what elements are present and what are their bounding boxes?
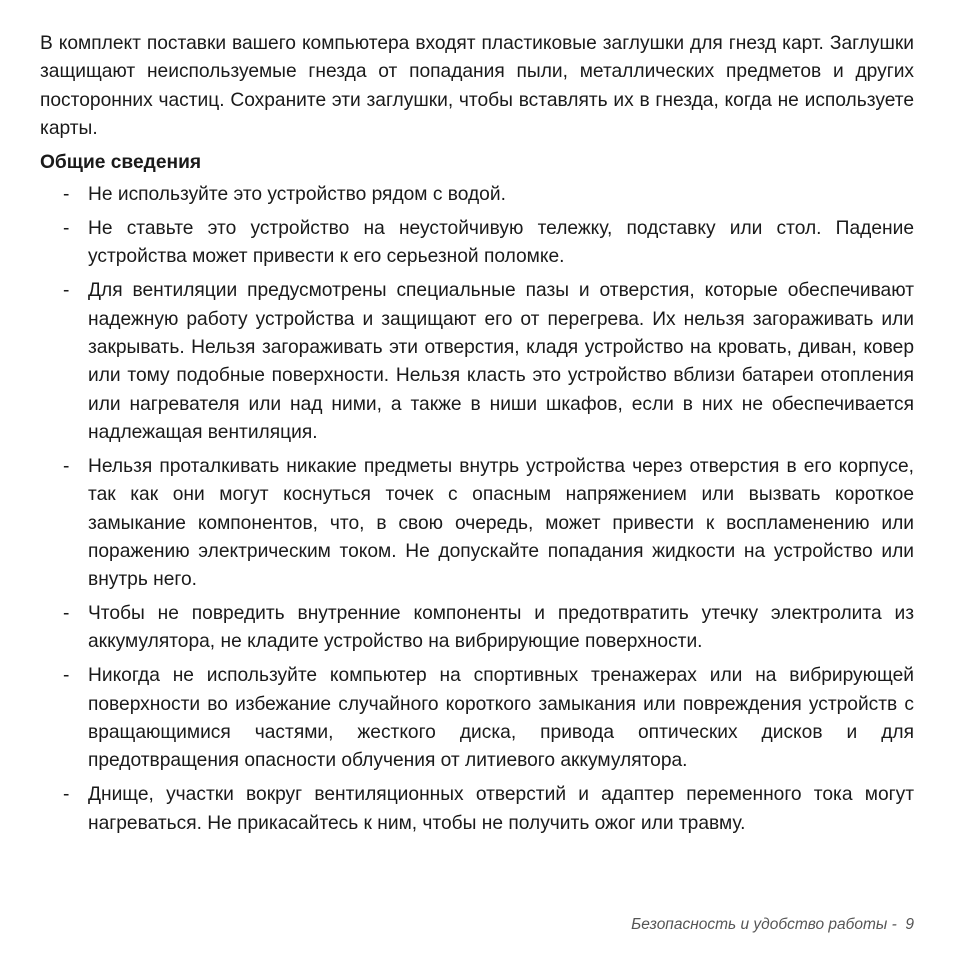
page-footer: Безопасность и удобство работы - 9 (631, 916, 914, 933)
section-heading: Общие сведения (40, 152, 202, 174)
list-item-text: Для вентиляции предусмотрены специальные пазы и отверстия, которые обеспечивают надежную работу устройства и защищают его от перегрева. Их нельзя загораживать или закрывать. Нельзя загораживать эти отверстия, кладя устройство на кровать, диван, ковер или тому подобные поверхности. Нельзя класть это устройство вблизи батареи отопления или нагревателя или над ними, а также в ниши шкафов, если в них не обеспечивается надлежащая вентиляция. (88, 280, 914, 443)
list-item (40, 215, 914, 272)
bullet-dash: - (63, 455, 70, 477)
bullet-dash: - (63, 218, 70, 240)
bullet-dash: - (63, 280, 70, 302)
list-item (40, 662, 914, 775)
bullet-dash: - (63, 603, 70, 625)
document-page (40, 30, 914, 844)
list-item-text: Не используйте это устройство рядом с водой. (88, 184, 506, 206)
bullet-list (40, 181, 914, 838)
list-item-text: Никогда не используйте компьютер на спортивных тренажерах или на вибрирующей поверхности во избежание случайного короткого замыкания или повреждения устройств с вращающимися частями, жесткого диска, привода оптических дисков и для предотвращения опасности облучения от литиевого аккумулятора. (88, 665, 914, 772)
list-item (40, 600, 914, 657)
list-item-text: Чтобы не повредить внутренние компоненты и предотвратить утечку электролита из аккумулятора, не кладите устройство на вибрирующие поверхности. (88, 603, 914, 653)
list-item (40, 181, 914, 209)
list-item-text: Не ставьте это устройство на неустойчивую тележку, подставку или стол. Падение устройства может привести к его серьезной поломке. (88, 218, 914, 268)
list-item (40, 453, 914, 594)
list-item-text: Нельзя проталкивать никакие предметы внутрь устройства через отверстия в его корпусе, так как они могут коснуться точек с опасным напряжением или вызвать короткое замыкание компонентов, что, в свою очередь, может привести к воспламенению или поражению электрическим током. Не допускайте попадания жидкости на устройство или внутрь него. (88, 455, 914, 591)
bullet-dash: - (63, 184, 70, 206)
list-item (40, 781, 914, 838)
intro-paragraph: В комплект поставки вашего компьютера входят пластиковые заглушки для гнезд карт. Заглушки защищают неиспользуемые гнезда от попадания пыли, металлических предметов и других посторонних частиц. Сохраните эти заглушки, чтобы вставлять их в гнезда, когда не используете карты. (40, 33, 914, 139)
bullet-dash: - (63, 784, 70, 806)
list-item (40, 277, 914, 447)
list-item-text: Днище, участки вокруг вентиляционных отверстий и адаптер переменного тока могут нагреваться. Не прикасайтесь к ним, чтобы не получить ожог или травму. (88, 784, 914, 834)
bullet-dash: - (63, 665, 70, 687)
